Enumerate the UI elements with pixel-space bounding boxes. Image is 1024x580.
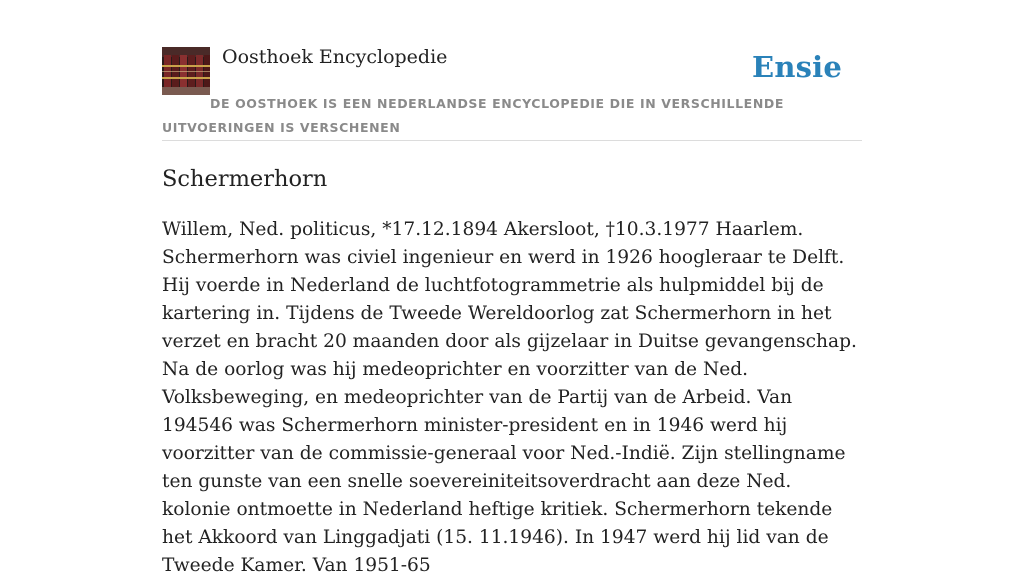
site-tagline: DE OOSTHOEK IS EEN NEDERLANDSE ENCYCLOPEDIE DIE IN VERSCHILLENDE UITVOERINGEN IS VERSCHENEN xyxy=(162,96,784,135)
brand-logo-link[interactable]: Ensie xyxy=(752,50,842,84)
site-title[interactable]: Oosthoek Encyclopedie xyxy=(222,46,448,68)
site-header xyxy=(162,44,862,141)
encyclopedia-books-icon[interactable] xyxy=(162,47,210,95)
article-body: Willem, Ned. politicus, *17.12.1894 Akersloot, †10.3.1977 Haarlem. Schermerhorn was civiel ingenieur en werd in 1926 hoogleraar te Delft. Hij voerde in Nederland de luchtfotogrammetrie als hulpmiddel bij de kartering in. Tijdens de Tweede Wereldoorlog zat Schermerhorn in het verzet en bracht 20 maanden door als gijzelaar in Duitse gevangenschap. Na de oorlog was hij medeoprichter en voorzitter van de Ned. Volksbeweging, en medeoprichter van de Partij van de Arbeid. Van 194546 was Schermerhorn minister-president en in 1946 werd hij voorzitter van de commissie-generaal voor Ned.-Indië. Zijn stellingname ten gunste van een snelle soevereiniteitsoverdracht aan deze Ned. kolonie ontmoette in Nederland heftige kritiek. Schermerhorn tekende het Akkoord van Linggadjati (15. 11.1946). In 1947 werd hij lid van de Tweede Kamer. Van 1951-65 xyxy=(162,219,857,576)
article xyxy=(162,160,862,580)
article-title: Schermerhorn xyxy=(162,166,328,192)
